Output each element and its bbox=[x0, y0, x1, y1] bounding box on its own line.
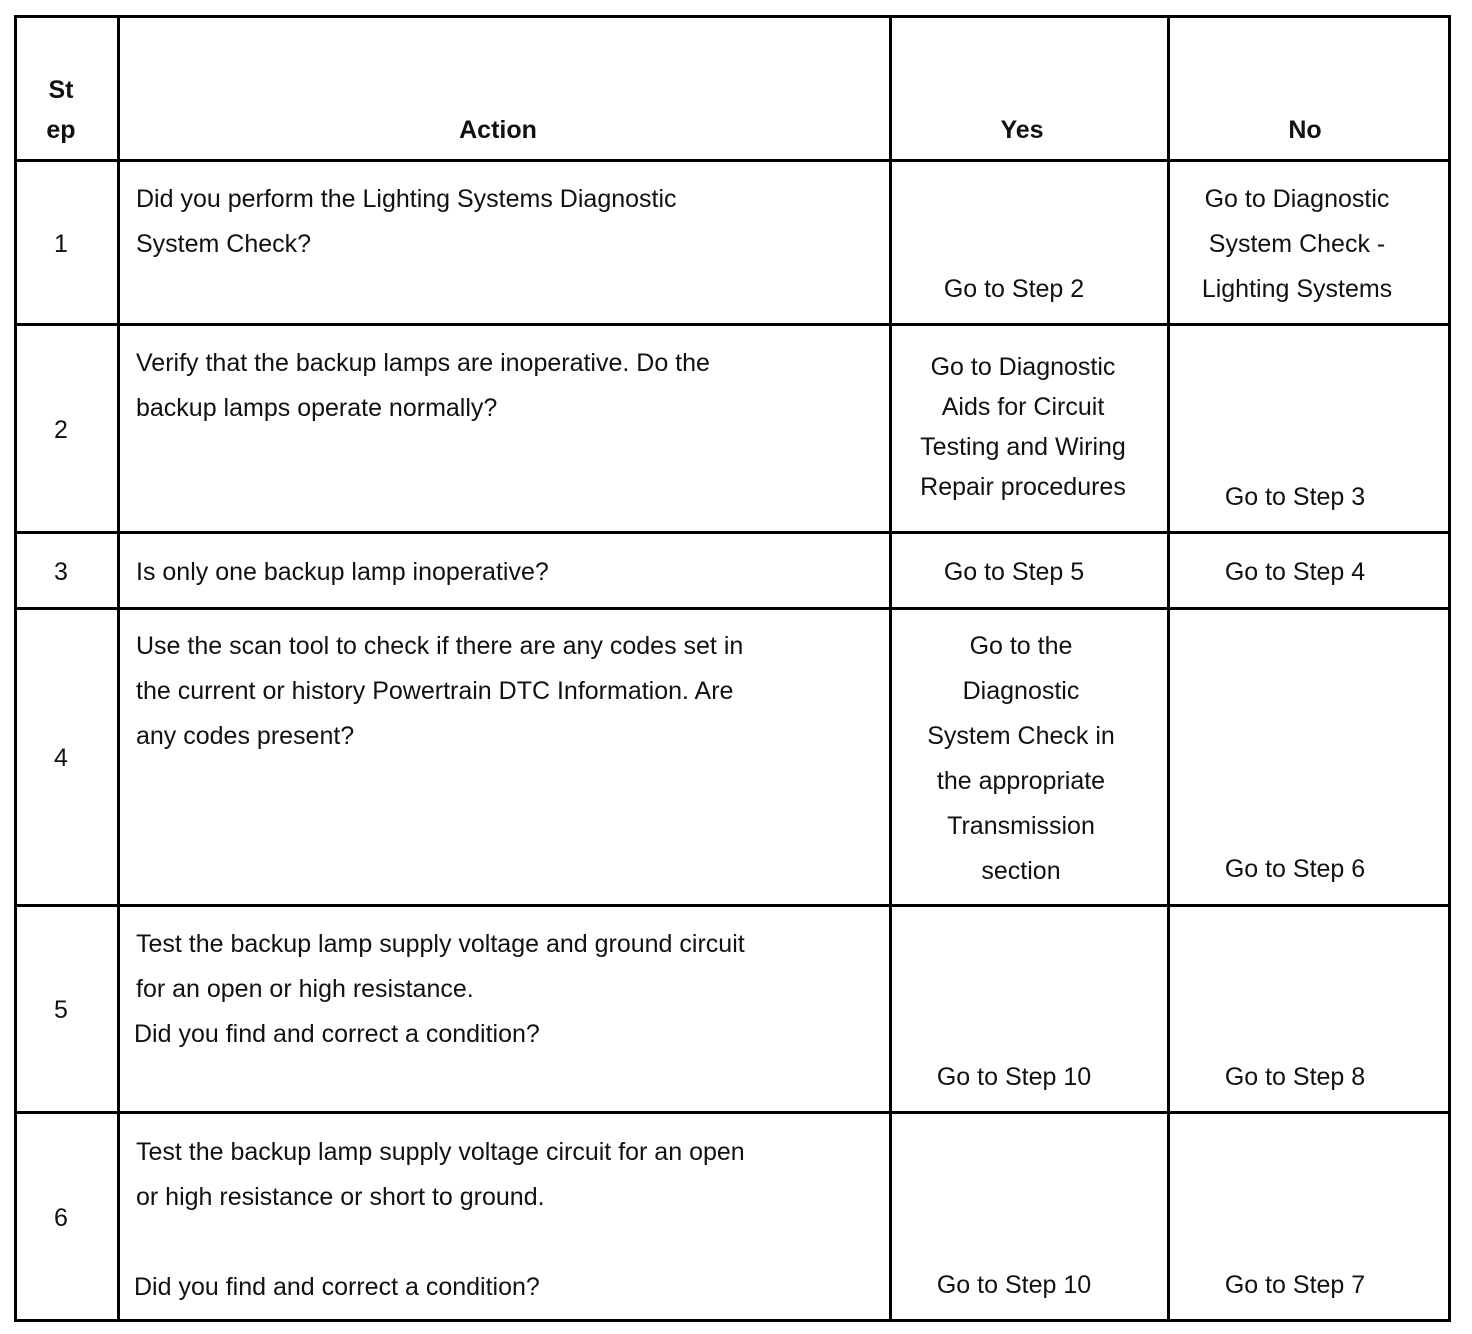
action-text: Test the backup lamp supply voltage circuit for an open or high resistance or short to ground. Did you find and correct a condition? bbox=[134, 1138, 745, 1301]
row-divider bbox=[17, 159, 1448, 162]
action-text: Test the backup lamp supply voltage and ground circuit for an open or high resistance. Did you find and correct a condition? bbox=[134, 930, 745, 1048]
column-divider bbox=[117, 18, 120, 1319]
no-outcome: Go to Step 7 bbox=[1224, 1271, 1366, 1299]
no-outcome: Go to Diagnostic System Check - Lighting Systems bbox=[1201, 185, 1393, 303]
column-divider bbox=[1167, 18, 1170, 1319]
action-text: Use the scan tool to check if there are any codes set in the current or history Powertrain DTC Information. Are any codes present? bbox=[136, 632, 744, 750]
yes-outcome: Go to Step 5 bbox=[943, 558, 1085, 586]
diagnostic-table bbox=[14, 15, 1451, 1322]
header-step: St ep bbox=[46, 76, 76, 144]
step-number: 3 bbox=[54, 558, 68, 586]
header-yes: Yes bbox=[1000, 116, 1044, 144]
action-text: Did you perform the Lighting Systems Diagnostic System Check? bbox=[136, 185, 677, 258]
column-divider bbox=[889, 18, 892, 1319]
step-number: 1 bbox=[54, 230, 68, 258]
yes-outcome: Go to Step 10 bbox=[936, 1271, 1092, 1299]
row-divider bbox=[17, 323, 1448, 326]
step-number: 5 bbox=[54, 996, 68, 1024]
row-divider bbox=[17, 607, 1448, 610]
header-action: Action bbox=[459, 116, 537, 144]
yes-outcome: Go to Step 2 bbox=[943, 275, 1085, 303]
action-text: Is only one backup lamp inoperative? bbox=[136, 558, 549, 586]
yes-outcome: Go to Diagnostic Aids for Circuit Testing and Wiring Repair procedures bbox=[920, 353, 1126, 501]
row-divider bbox=[17, 531, 1448, 534]
row-divider bbox=[17, 1111, 1448, 1114]
yes-outcome: Go to the Diagnostic System Check in the appropriate Transmission section bbox=[927, 632, 1115, 885]
row-divider bbox=[17, 904, 1448, 907]
step-number: 4 bbox=[54, 744, 68, 772]
header-no: No bbox=[1288, 116, 1322, 144]
action-text: Verify that the backup lamps are inoperative. Do the backup lamps operate normally? bbox=[136, 349, 710, 422]
yes-outcome: Go to Step 10 bbox=[936, 1063, 1092, 1091]
no-outcome: Go to Step 4 bbox=[1224, 558, 1366, 586]
no-outcome: Go to Step 6 bbox=[1224, 855, 1366, 883]
no-outcome: Go to Step 3 bbox=[1224, 483, 1366, 511]
no-outcome: Go to Step 8 bbox=[1224, 1063, 1366, 1091]
step-number: 6 bbox=[54, 1204, 68, 1232]
step-number: 2 bbox=[54, 416, 68, 444]
